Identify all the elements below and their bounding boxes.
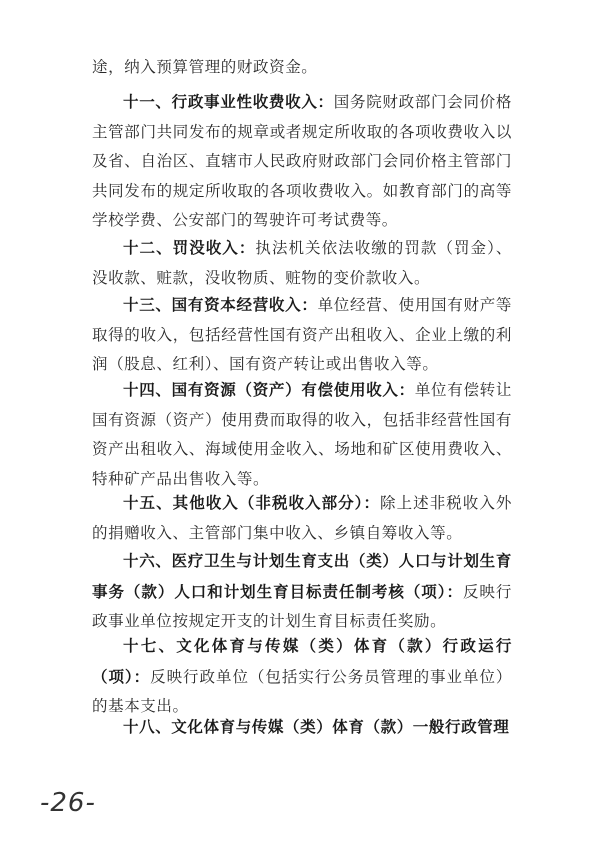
paragraph-text: 途，纳入预算管理的财政资金。: [92, 58, 318, 76]
paragraph-text: 国务院财政部门会同价格主管部门共同发布的规章或者规定所收取的各项收费收入以及省、自治区、直辖市人民政府财政部门会同价格主管部门共同发布的规定所收取的各项收费收入。如教育部门的高等学校学费、公安部门的驾驶许可考试费等。: [92, 93, 512, 229]
paragraph-text: 单位有偿转让国有资源（资产）使用费而取得的收入，包括非经营性国有资产出租收入、海域使用金收入、场地和矿区使用费收入、特种矿产品出售收入等。: [92, 381, 512, 488]
paragraph-administrative-fees: [92, 87, 512, 236]
paragraph-state-resources-income: [92, 375, 512, 494]
paragraph-other-income: [92, 488, 512, 548]
paragraph-text: 除上述非税收入外的捐赠收入、主管部门集中收入、乡镇自筹收入等。: [92, 494, 512, 542]
paragraph-family-planning: [92, 546, 512, 637]
paragraph-text: 反映行政单位（包括实行公务员管理的事业单位）的基本支出。: [92, 667, 513, 715]
paragraph-text: 执法机关依法收缴的罚款（罚金）、没收款、赃款，没收物质、赃物的变价款收入。: [92, 239, 512, 287]
paragraph-text: 单位经营、使用国有财产等取得的收入，包括经营性国有资产出租收入、企业上缴的利润（股息、红利）、国有资产转让或出售收入等。: [92, 296, 513, 373]
page-number: -26-: [40, 788, 96, 818]
paragraph-text: 反映行政事业单位按规定开支的计划生育目标责任奖励。: [92, 582, 512, 630]
paragraph-heading: 十七、文化体育与传媒（类）体育（款）行政运行（项）：: [92, 636, 512, 686]
paragraph-heading: 十二、罚没收入：: [123, 238, 256, 257]
paragraph-heading: 十四、国有资源（资产）有偿使用收入：: [123, 380, 415, 399]
paragraph-sports-admin-operation: [92, 631, 512, 722]
paragraph-sports-general-admin: [92, 712, 512, 743]
paragraph-heading: 十三、国有资本经营收入：: [123, 295, 318, 314]
paragraph-heading: 十八、文化体育与传媒（类）体育（款）一般行政管理: [123, 717, 510, 736]
paragraph-heading: 十一、行政事业性收费收入：: [123, 92, 334, 111]
paragraph-heading: 十六、医疗卫生与计划生育支出（类）人口与计划生育事务（款）人口和计划生育目标责任制考核（项）：: [92, 551, 512, 601]
paragraph-fines-confiscations: [92, 233, 512, 293]
paragraph-state-capital-income: [92, 290, 512, 380]
paragraph-heading: 十五、其他收入（非税收入部分）：: [123, 493, 381, 512]
paragraph-continuation: [92, 52, 512, 83]
